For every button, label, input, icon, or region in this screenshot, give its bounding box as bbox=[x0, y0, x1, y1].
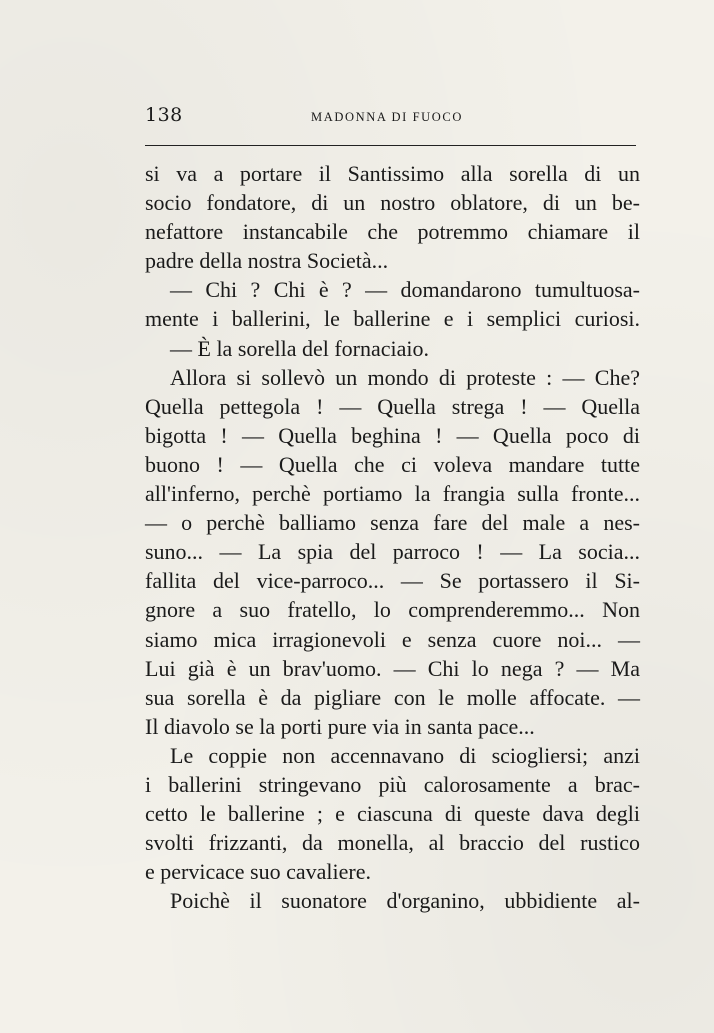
text-line: all'inferno, perchè portiamo la frangia sulla fronte... bbox=[145, 481, 640, 507]
text-line: cetto le ballerine ; e ciascuna di queste dava degli bbox=[145, 801, 640, 827]
running-title: MADONNA DI FUOCO bbox=[311, 110, 463, 124]
header-rule bbox=[145, 145, 636, 146]
text-line: Lui già è un brav'uomo. — Chi lo nega ? — Ma bbox=[145, 655, 640, 681]
text-line: i ballerini stringevano più calorosamente a brac- bbox=[145, 771, 640, 797]
text-line: Il diavolo se la porti pure via in santa pace... bbox=[145, 713, 535, 739]
text-line: nefattore instancabile che potremmo chiamare il bbox=[145, 219, 640, 245]
text-line: socio fondatore, di un nostro oblatore, di un be- bbox=[145, 190, 640, 216]
body-text bbox=[145, 159, 640, 915]
text-line: Quella pettegola ! — Quella strega ! — Quella bbox=[145, 393, 640, 419]
text-line: e pervicace suo cavaliere. bbox=[145, 859, 371, 885]
page-header bbox=[145, 104, 635, 128]
text-line: svolti frizzanti, da monella, al braccio del rustico bbox=[145, 830, 640, 856]
text-line: Le coppie non accennavano di sciogliersi; anzi bbox=[170, 742, 640, 768]
text-line: fallita del vice-parroco... — Se portassero il Si- bbox=[145, 568, 640, 594]
page-number: 138 bbox=[145, 104, 183, 126]
text-line: siamo mica irragionevoli e senza cuore noi... — bbox=[145, 626, 640, 652]
text-line: — Chi ? Chi è ? — domandarono tumultuosa- bbox=[170, 277, 640, 303]
text-line: mente i ballerini, le ballerine e i semplici curiosi. bbox=[145, 306, 640, 332]
text-line: buono ! — Quella che ci voleva mandare tutte bbox=[145, 451, 640, 477]
text-line: gnore a suo fratello, lo comprenderemmo... Non bbox=[145, 597, 640, 623]
text-line: sua sorella è da pigliare con le molle affocate. — bbox=[145, 684, 640, 710]
text-line: bigotta ! — Quella beghina ! — Quella poco di bbox=[145, 422, 640, 448]
text-line: padre della nostra Società... bbox=[145, 248, 389, 274]
text-line: Allora si sollevò un mondo di proteste : — Che? bbox=[170, 364, 640, 390]
text-line: Poichè il suonatore d'organino, ubbidiente al- bbox=[170, 888, 640, 914]
text-line: si va a portare il Santissimo alla sorella di un bbox=[145, 161, 640, 186]
text-line: — È la sorella del fornaciaio. bbox=[170, 335, 430, 361]
text-line: suno... — La spia del parroco ! — La socia... bbox=[145, 539, 640, 565]
text-line: — o perchè balliamo senza fare del male a nes- bbox=[145, 510, 640, 536]
